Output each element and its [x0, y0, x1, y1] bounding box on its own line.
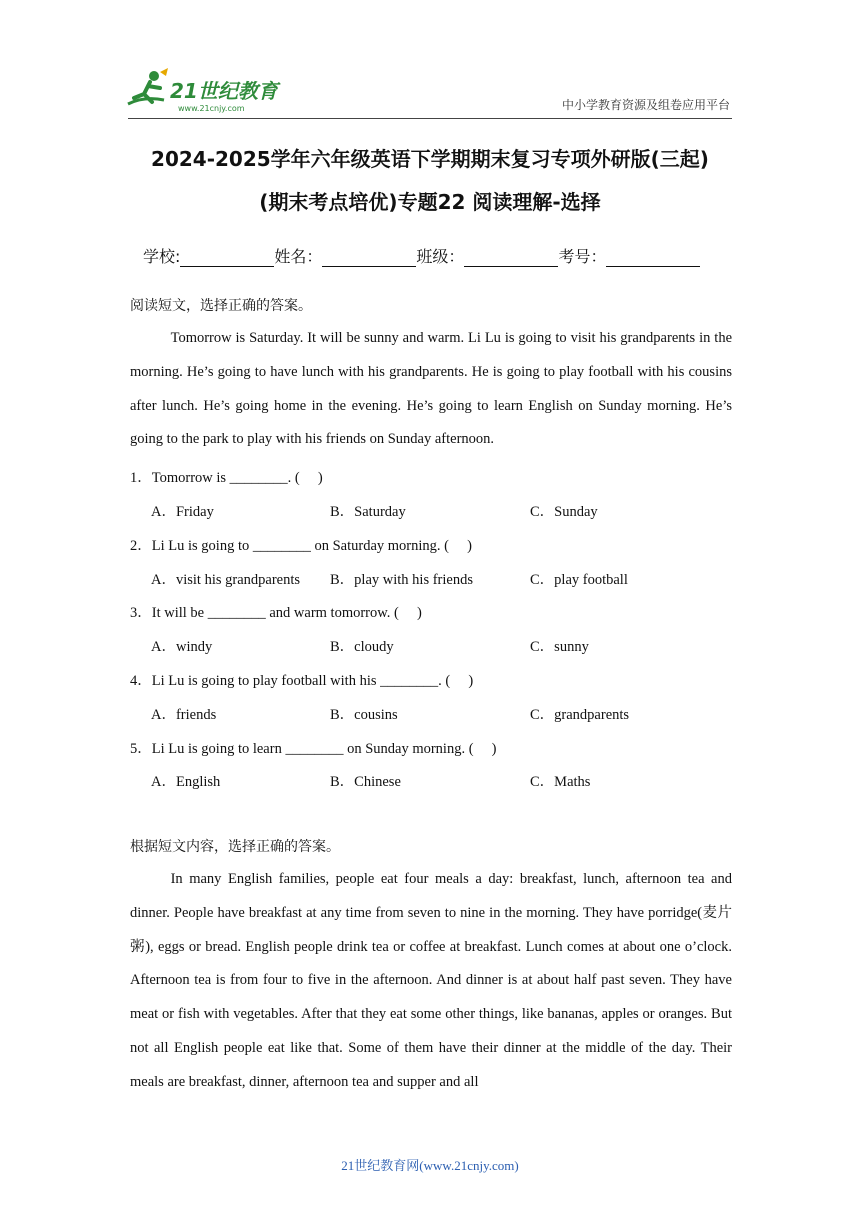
- q1-option-a[interactable]: A．Friday: [151, 504, 214, 520]
- logo-text: 21世纪教育: [170, 79, 278, 103]
- header-divider: [128, 118, 732, 119]
- doc-title-line1: 2024-2025学年六年级英语下学期期末复习专项外研版(三起): [151, 147, 709, 171]
- runner-logo-icon: [124, 66, 294, 116]
- q1-option-c[interactable]: C．Sunday: [530, 504, 598, 520]
- info-number[interactable]: 考号：: [558, 244, 700, 267]
- q5-option-c[interactable]: C．Maths: [530, 774, 591, 790]
- section1-instruction: 阅读短文，选择正确的答案。: [130, 298, 312, 314]
- question-3: 3．It will be ________ and warm tomorrow. ( ): [130, 605, 422, 621]
- logo: [124, 66, 294, 116]
- doc-title-line2: (期末考点培优)专题22 阅读理解-选择: [259, 190, 601, 214]
- q3-option-b[interactable]: B．cloudy: [330, 639, 394, 655]
- q3-option-a[interactable]: A．windy: [151, 639, 213, 655]
- q1-option-b[interactable]: B．Saturday: [330, 504, 406, 520]
- info-name[interactable]: 姓名：: [274, 244, 416, 267]
- q5-option-a[interactable]: A．English: [151, 774, 221, 790]
- q4-option-c[interactable]: C．grandparents: [530, 707, 630, 723]
- q3-option-c[interactable]: C．sunny: [530, 639, 589, 655]
- platform-name: 中小学教育资源及组卷应用平台: [561, 98, 730, 112]
- logo-url: www.21cnjy.com: [178, 104, 245, 113]
- question-2: 2．Li Lu is going to ________ on Saturday morning. ( ): [130, 538, 472, 554]
- section2-passage: In many English families, people eat four meals a day: breakfast, lunch, afternoon tea and dinner. People have breakfast at any time from seven to nine in the morning. They have porridge(麦片粥), eggs or bread. English people drink tea or coffee at breakfast. Lunch comes at about one o’clock. Afternoon tea is from four to five in the afternoon. And dinner is at about half past seven. They have meat or fish with vegetables. After that they eat some other things, like bananas, apples or oranges. But not all English people eat like that. Some of them have their dinner at the middle of the day. Their meals are breakfast, dinner, afternoon tea and supper and all: [130, 871, 732, 1090]
- student-info-row: [143, 244, 700, 267]
- q5-option-b[interactable]: B．Chinese: [330, 774, 401, 790]
- info-school[interactable]: 学校:: [143, 244, 274, 267]
- q2-option-c[interactable]: C．play football: [530, 572, 628, 588]
- page-footer: 21世纪教育网(www.21cnjy.com): [341, 1158, 519, 1173]
- page-header: [0, 0, 860, 124]
- q4-option-a[interactable]: A．friends: [151, 707, 217, 723]
- question-1: 1．Tomorrow is ________. ( ): [130, 470, 323, 486]
- q4-option-b[interactable]: B．cousins: [330, 707, 398, 723]
- info-class[interactable]: 班级：: [416, 244, 558, 267]
- section2-instruction: 根据短文内容，选择正确的答案。: [130, 839, 340, 855]
- question-4: 4．Li Lu is going to play football with his ________. ( ): [130, 673, 474, 689]
- q2-option-a[interactable]: A．visit his grandparents: [151, 572, 301, 588]
- question-5: 5．Li Lu is going to learn ________ on Sunday morning. ( ): [130, 741, 497, 757]
- section1-passage: Tomorrow is Saturday. It will be sunny and warm. Li Lu is going to visit his grandparents in the morning. He’s going to have lunch with his grandparents. He is going to play football with his cousins after lunch. He’s going home in the evening. He’s going to learn English on Sunday morning. He’s going to the park to play with his friends on Sunday afternoon.: [130, 330, 732, 448]
- q2-option-b[interactable]: B．play with his friends: [330, 572, 473, 588]
